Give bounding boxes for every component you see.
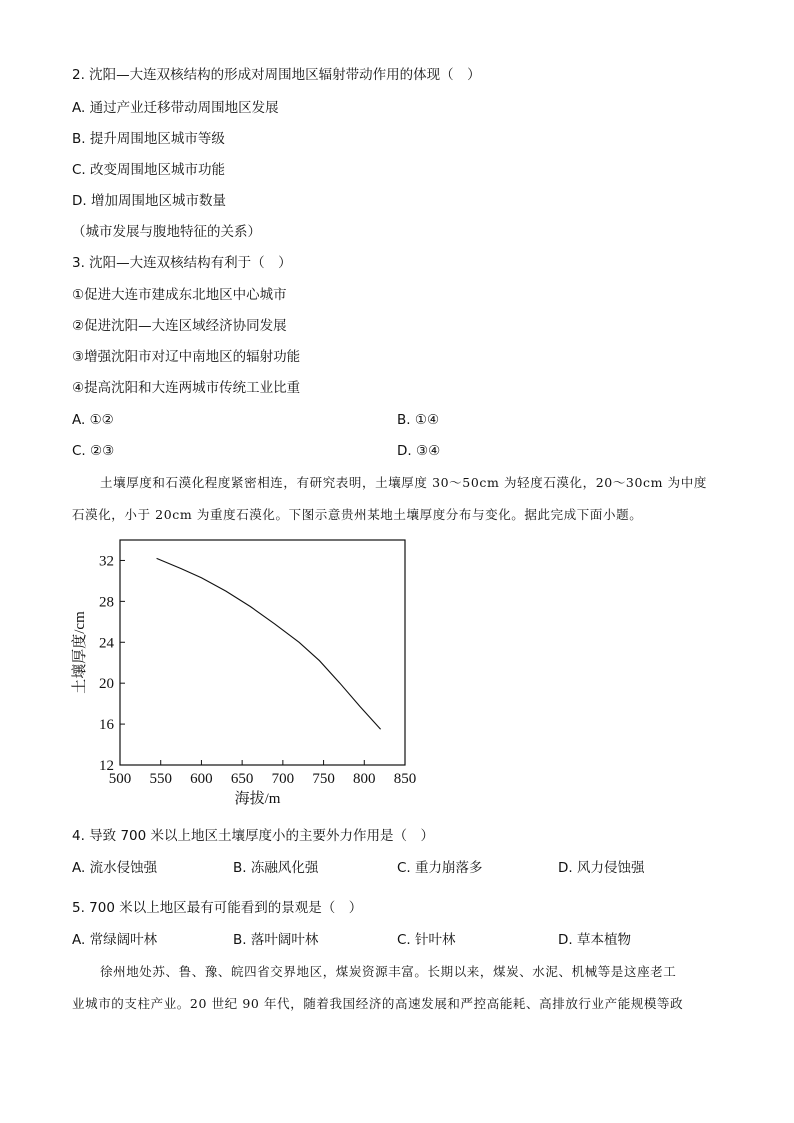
q4-stem: 4. 导致 700 米以上地区土壤厚度小的主要外力作用是（ ） [72, 828, 435, 844]
q5-stem: 5. 700 米以上地区最有可能看到的景观是（ ） [72, 900, 363, 916]
q3-option-a: A. ①② [72, 412, 114, 428]
y-tick-label: 28 [99, 594, 114, 611]
passage1-line1: 土壤厚度和石漠化程度紧密相连，有研究表明，土壤厚度 30～50cm 为轻度石漠化，20～30cm 为中度 [100, 475, 707, 490]
q2-option-a: A. 通过产业迁移带动周围地区发展 [72, 100, 279, 116]
q5-option-a: A. 常绿阔叶林 [72, 932, 158, 948]
q5-options [72, 931, 722, 949]
passage2-line1: 徐州地处苏、鲁、豫、皖四省交界地区，煤炭资源丰富。长期以来，煤炭、水泥、机械等是这座老工 [100, 964, 677, 979]
q4-option-a: A. 流水侵蚀强 [72, 860, 158, 876]
q2-stem: 2. 沈阳—大连双核结构的形成对周围地区辐射带动作用的体现（ ） [72, 67, 481, 83]
x-tick-label: 500 [108, 771, 132, 787]
q2-option-d: D. 增加周围地区城市数量 [72, 193, 226, 209]
q5-option-b: B. 落叶阔叶林 [233, 932, 319, 948]
topic-note: （城市发展与腹地特征的关系） [72, 224, 261, 240]
x-tick-label: 650 [230, 771, 254, 787]
x-tick-label: 550 [149, 771, 172, 787]
q4-option-c: C. 重力崩落多 [397, 860, 483, 876]
x-tick-label: 750 [312, 771, 335, 787]
q3-statement-3: ③增强沈阳市对辽中南地区的辐射功能 [72, 349, 301, 365]
passage2-line2: 业城市的支柱产业。20 世纪 90 年代，随着我国经济的高速发展和严控高能耗、高排放行业产能规模等政 [72, 996, 684, 1011]
q3-option-d: D. ③④ [397, 443, 441, 459]
y-tick-label: 24 [99, 635, 114, 652]
q5-option-d: D. 草本植物 [558, 932, 631, 948]
q4-options [72, 859, 722, 877]
q5-option-c: C. 针叶林 [397, 932, 456, 948]
y-tick-label: 20 [99, 676, 114, 693]
soil-thickness-chart [70, 538, 430, 813]
soil-thickness-line [157, 558, 381, 729]
y-tick-label: 12 [99, 758, 114, 774]
q3-statement-2: ②促进沈阳—大连区域经济协同发展 [72, 318, 287, 334]
plot-frame [120, 540, 405, 765]
q2-option-c: C. 改变周围地区城市功能 [72, 162, 226, 178]
passage1-line2: 石漠化，小于 20cm 为重度石漠化。下图示意贵州某地土壤厚度分布与变化。据此完成下面小题。 [72, 507, 643, 522]
x-tick-label: 600 [190, 771, 213, 787]
q4-option-b: B. 冻融风化强 [233, 860, 319, 876]
x-tick-label: 800 [353, 771, 376, 787]
q4-option-d: D. 风力侵蚀强 [558, 860, 645, 876]
q3-option-c: C. ②③ [72, 443, 115, 459]
q2-option-b: B. 提升周围地区城市等级 [72, 131, 225, 147]
q3-option-b: B. ①④ [397, 412, 440, 428]
x-tick-label: 700 [271, 771, 295, 787]
y-tick-label: 32 [99, 553, 114, 570]
q3-statement-4: ④提高沈阳和大连两城市传统工业比重 [72, 380, 301, 396]
y-axis-label: 土壤厚度/cm [72, 611, 88, 694]
x-tick-label: 850 [393, 771, 417, 787]
q3-statement-1: ①促进大连市建成东北地区中心城市 [72, 287, 287, 303]
y-tick-label: 16 [99, 717, 114, 734]
x-axis-label: 海拔/m [234, 791, 281, 807]
q3-stem: 3. 沈阳—大连双核结构有利于（ ） [72, 255, 292, 271]
